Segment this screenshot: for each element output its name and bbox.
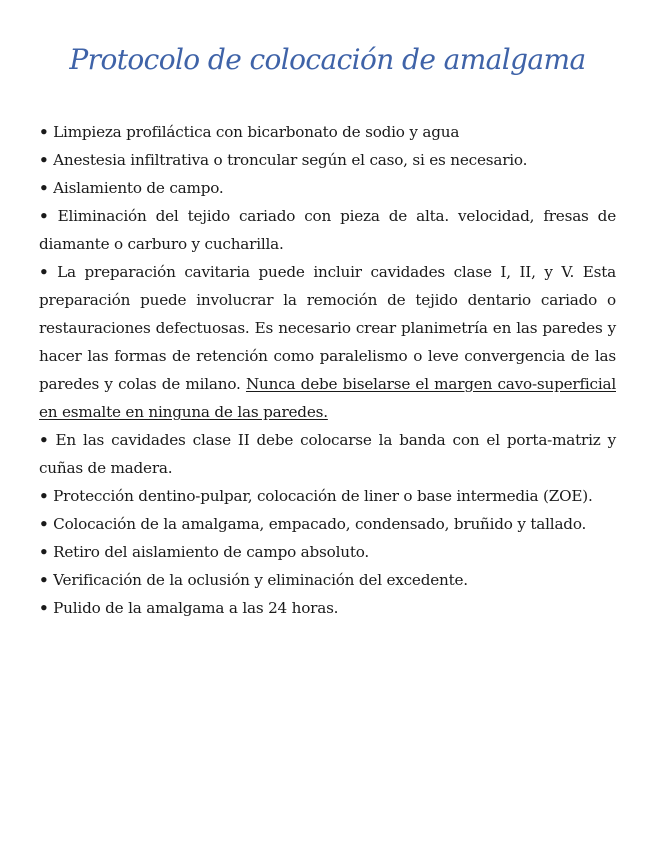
item-text: Retiro del aislamiento de campo absoluto.: [53, 543, 370, 561]
list-item: [39, 118, 616, 146]
item-text: Anestesia infiltrativa o troncular según el caso, si es necesario.: [53, 151, 528, 169]
bullet-icon: •: [39, 487, 49, 505]
bullet-icon: •: [39, 431, 49, 449]
bullet-icon: •: [39, 123, 49, 141]
item-text: Colocación de la amalgama, empacado, condensado, bruñido y tallado.: [53, 515, 587, 533]
list-item: [39, 146, 616, 174]
list-item: [39, 426, 616, 482]
bullet-icon: •: [39, 151, 49, 169]
list-item: [39, 594, 616, 622]
bullet-icon: •: [39, 179, 49, 197]
list-item: [39, 482, 616, 510]
item-text: Protección dentino-pulpar, colocación de liner o base intermedia (ZOE).: [53, 487, 593, 505]
page-title: Protocolo de colocación de amalgama: [69, 43, 586, 76]
warning-text: Nunca debe biselarse el margen cavo-superficial en esmalte en ninguna de las paredes.: [39, 375, 616, 421]
item-text: Eliminación del tejido cariado con pieza de alta. velocidad, fresas de diamante o carburo y cucharilla.: [39, 207, 616, 253]
item-text: Limpieza profiláctica con bicarbonato de sodio y agua: [53, 123, 460, 141]
list-item: [39, 202, 616, 258]
list-item: [39, 538, 616, 566]
bullet-icon: •: [39, 207, 49, 225]
protocol-list: [39, 118, 616, 622]
list-item: [39, 174, 616, 202]
bullet-icon: •: [39, 543, 49, 561]
list-item: [39, 566, 616, 594]
item-text: En las cavidades clase II debe colocarse la banda con el porta-matriz y cuñas de madera.: [39, 431, 616, 477]
item-text: Aislamiento de campo.: [53, 179, 224, 197]
item-text: La preparación cavitaria puede incluir cavidades clase I, II, y V. Esta preparación puede involucrar la remoción de tejido dentario cariado o restauraciones defectuosas. Es necesario crear planimetría en las paredes y hacer las formas de retención como paralelismo o leve convergencia de las paredes y colas de milano.: [39, 263, 616, 393]
bullet-icon: •: [39, 599, 49, 617]
bullet-icon: •: [39, 263, 49, 281]
list-item: [39, 510, 616, 538]
list-item: [39, 258, 616, 426]
bullet-icon: •: [39, 571, 49, 589]
bullet-icon: •: [39, 515, 49, 533]
item-text: Verificación de la oclusión y eliminación del excedente.: [53, 571, 468, 589]
item-text: Pulido de la amalgama a las 24 horas.: [53, 599, 339, 617]
